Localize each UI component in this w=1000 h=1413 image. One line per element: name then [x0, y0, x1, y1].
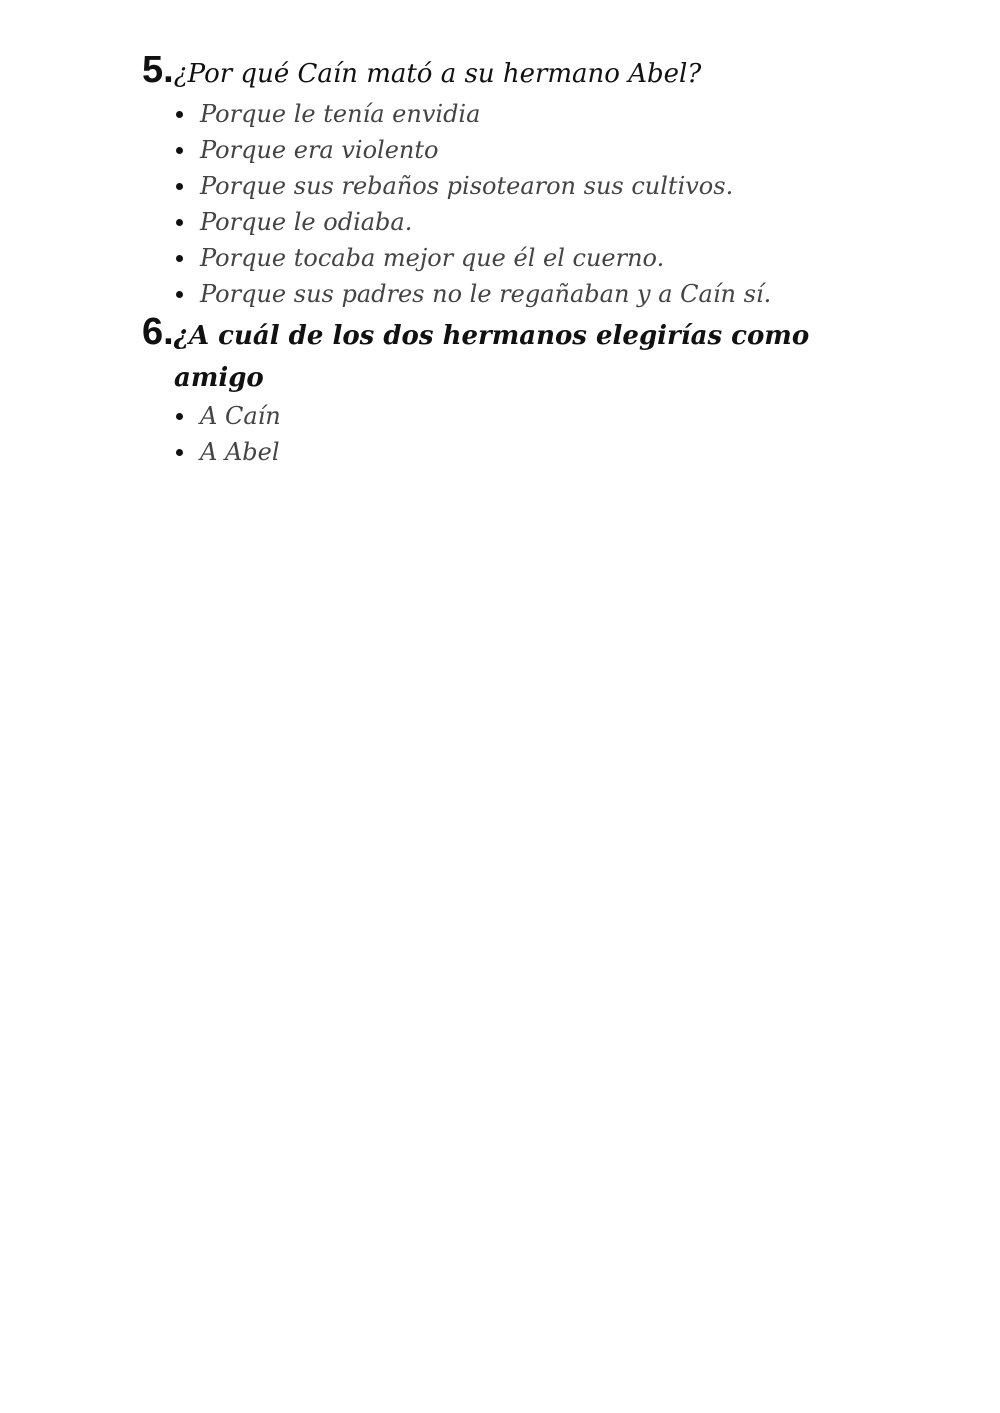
option-item[interactable] [142, 168, 862, 204]
bullet-icon [176, 147, 183, 154]
option-item[interactable] [142, 96, 862, 132]
question-text-continued: amigo [174, 363, 264, 393]
option-item[interactable] [142, 240, 862, 276]
question-5 [142, 48, 862, 312]
options-list [142, 398, 862, 470]
option-item[interactable] [142, 434, 862, 470]
question-5-heading [142, 48, 862, 96]
option-item[interactable] [142, 132, 862, 168]
option-item[interactable] [142, 276, 862, 312]
option-label: Porque le tenía envidia [200, 100, 481, 128]
question-number: 6. [142, 311, 174, 353]
options-list [142, 96, 862, 312]
question-6-heading [142, 310, 862, 358]
question-6 [142, 310, 862, 470]
bullet-icon [176, 291, 183, 298]
option-label: Porque tocaba mejor que él el cuerno. [200, 244, 665, 272]
question-text: ¿A cuál de los dos hermanos elegirías como [173, 321, 810, 351]
option-label: A Abel [200, 438, 280, 466]
option-label: A Caín [200, 402, 281, 430]
option-label: Porque le odiaba. [200, 208, 413, 236]
bullet-icon [176, 183, 183, 190]
question-number: 5. [142, 49, 174, 91]
bullet-icon [176, 413, 183, 420]
bullet-icon [176, 111, 183, 118]
option-item[interactable] [142, 204, 862, 240]
bullet-icon [176, 219, 183, 226]
option-label: Porque sus rebaños pisotearon sus cultivos. [200, 172, 734, 200]
bullet-icon [176, 449, 183, 456]
bullet-icon [176, 255, 183, 262]
option-label: Porque sus padres no le regañaban y a Caín sí. [200, 280, 772, 308]
question-text: ¿Por qué Caín mató a su hermano Abel? [173, 59, 702, 89]
option-item[interactable] [142, 398, 862, 434]
option-label: Porque era violento [200, 136, 439, 164]
